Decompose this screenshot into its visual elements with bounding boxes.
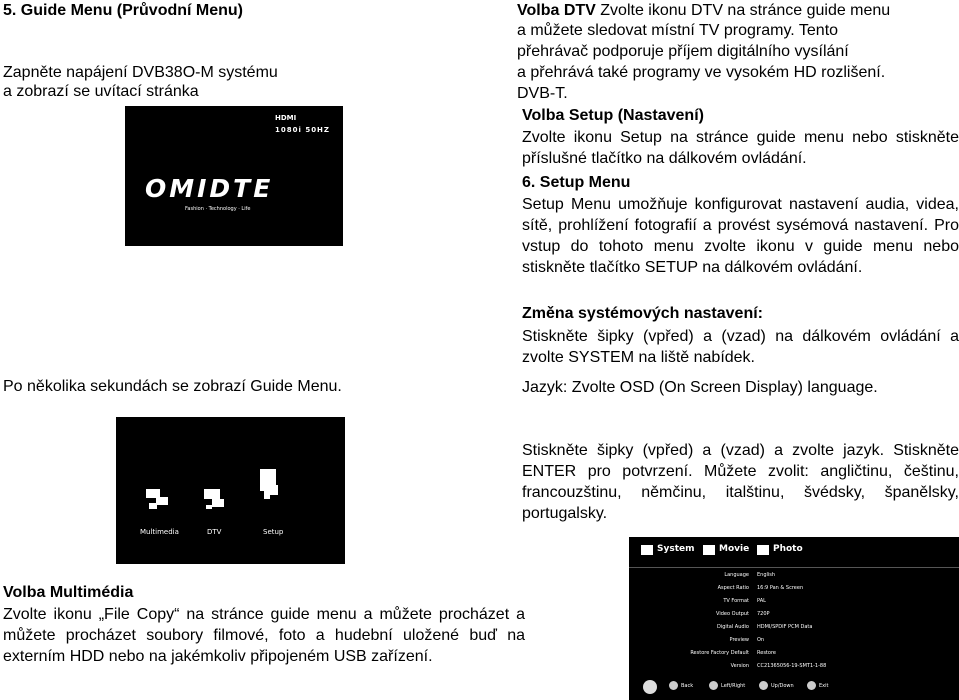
brand-logo: OMIDTE [145, 174, 274, 203]
footer-back[interactable]: Back [681, 683, 694, 689]
brand-tagline: Fashion · Technology · Life [185, 206, 251, 212]
setting-value-aspect[interactable]: 16:9 Pan & Screen [757, 585, 804, 591]
footer-exit[interactable]: Exit [819, 683, 829, 689]
section-heading: 5. Guide Menu (Průvodní Menu) [3, 2, 243, 19]
setting-value-tv-format[interactable]: PAL [757, 598, 766, 604]
guide-item-dtv[interactable]: DTV [207, 528, 222, 536]
tab-divider [629, 567, 959, 568]
footer-up-down: Up/Down [771, 683, 794, 689]
setting-label-tv-format: TV Format [723, 598, 749, 604]
tab-photo[interactable]: Photo [773, 544, 803, 554]
setup-body: Zvolte ikonu Setup na stránce guide menu nebo stiskněte příslušné tlačítko na dálkovém ovládání. [522, 129, 959, 167]
setting-value-restore[interactable]: Restore [757, 650, 776, 656]
tab-movie[interactable]: Movie [719, 544, 750, 554]
setting-label-digital-audio: Digital Audio [716, 624, 749, 630]
multimedia-icon [146, 489, 168, 509]
resolution-label: 1080i 50HZ [275, 126, 330, 134]
setup-icon [260, 469, 278, 499]
photo-tab-icon [757, 545, 769, 555]
dtv-title: Volba DTV [517, 2, 596, 19]
tab-system[interactable]: System [657, 544, 695, 554]
dtv-line-1 [517, 1, 890, 20]
hdmi-label: HDMI [275, 114, 297, 122]
guide-menu-image [116, 417, 345, 564]
setting-label-aspect: Aspect Ratio [717, 585, 749, 591]
dtv-line-4: a přehrává také programy ve vysokém HD rozlišení. [517, 64, 886, 81]
setting-value-language[interactable]: English [757, 572, 776, 578]
language-line: Jazyk: Zvolte OSD (On Screen Display) language. [522, 379, 878, 396]
setting-label-restore: Restore Factory Default [690, 650, 749, 656]
dtv-line-2: a můžete sledovat místní TV programy. Tento [517, 22, 839, 39]
setting-value-version: CC21365056-19-SMT1-1-88 [757, 663, 827, 669]
footer-left-right: Left/Right [721, 683, 746, 689]
multimedia-body: Zvolte ikonu „File Copy“ na stránce guide menu a můžete procházet a můžete procházet soubory filmové, foto a hudební uložené buď na externím HDD nebo na jakémkoliv připojeném USB zařízení. [3, 606, 525, 665]
power-on-text-2: a zobrazí se uvítací stránka [3, 83, 199, 100]
welcome-screen-image [125, 106, 343, 246]
system-change-title: Změna systémových nastavení: [522, 305, 763, 322]
language-choose-body: Stiskněte šipky (vpřed) a (vzad) a zvolte jazyk. Stiskněte ENTER pro potvrzení. Můžete zvolit: angličtinu, češtinu, francouzštinu, němčinu, italštinu, švédsky, španělsky, portugalsky. [522, 442, 959, 522]
setting-value-preview[interactable]: On [757, 637, 765, 643]
guide-menu-text: Po několika sekundách se zobrazí Guide Menu. [3, 378, 342, 395]
setting-label-preview: Preview [729, 637, 749, 643]
multimedia-title: Volba Multimédia [3, 584, 134, 601]
setting-label-video-output: Video Output [716, 611, 749, 617]
setup-title: Volba Setup (Nastavení) [522, 107, 704, 124]
setting-value-video-output[interactable]: 720P [757, 611, 770, 617]
setting-value-digital-audio[interactable]: HDMI/SPDIF PCM Data [757, 624, 813, 630]
exit-icon [807, 681, 816, 690]
guide-item-multimedia[interactable]: Multimedia [140, 528, 179, 536]
setup-screen-image [629, 537, 959, 700]
dtv-line-3: přehrávač podporuje příjem digitálního vysílání [517, 43, 849, 60]
dtv-line-5: DVB-T. [517, 85, 568, 102]
up-down-icon [759, 681, 768, 690]
setup-menu-body: Setup Menu umožňuje konfigurovat nastavení audia, videa, sítě, prohlížení fotografií a provést sysémová nastavení. Pro vstup do tohoto menu zvolte ikonu v guide menu nebo stiskněte tlačítko SETUP na dálkovém ovládání. [522, 196, 959, 276]
dtv-icon [204, 489, 224, 509]
back-icon [669, 681, 678, 690]
system-change-body: Stiskněte šipky (vpřed) a (vzad) na dálkovém ovládání a zvolte SYSTEM na liště nabídek. [522, 328, 959, 366]
system-tab-icon [641, 545, 653, 555]
dtv-line-1-text: Zvolte ikonu DTV na stránce guide menu [595, 2, 891, 19]
movie-tab-icon [703, 545, 715, 555]
guide-menu-icons [116, 417, 345, 564]
guide-item-setup[interactable]: Setup [263, 528, 284, 536]
setting-label-language: Language [724, 572, 749, 578]
setting-label-version: Version [730, 663, 749, 669]
power-on-text-1: Zapněte napájení DVB38O-M systému [3, 64, 278, 81]
setup-logo-icon [643, 680, 657, 694]
setup-menu-title: 6. Setup Menu [522, 174, 631, 191]
left-right-icon [709, 681, 718, 690]
